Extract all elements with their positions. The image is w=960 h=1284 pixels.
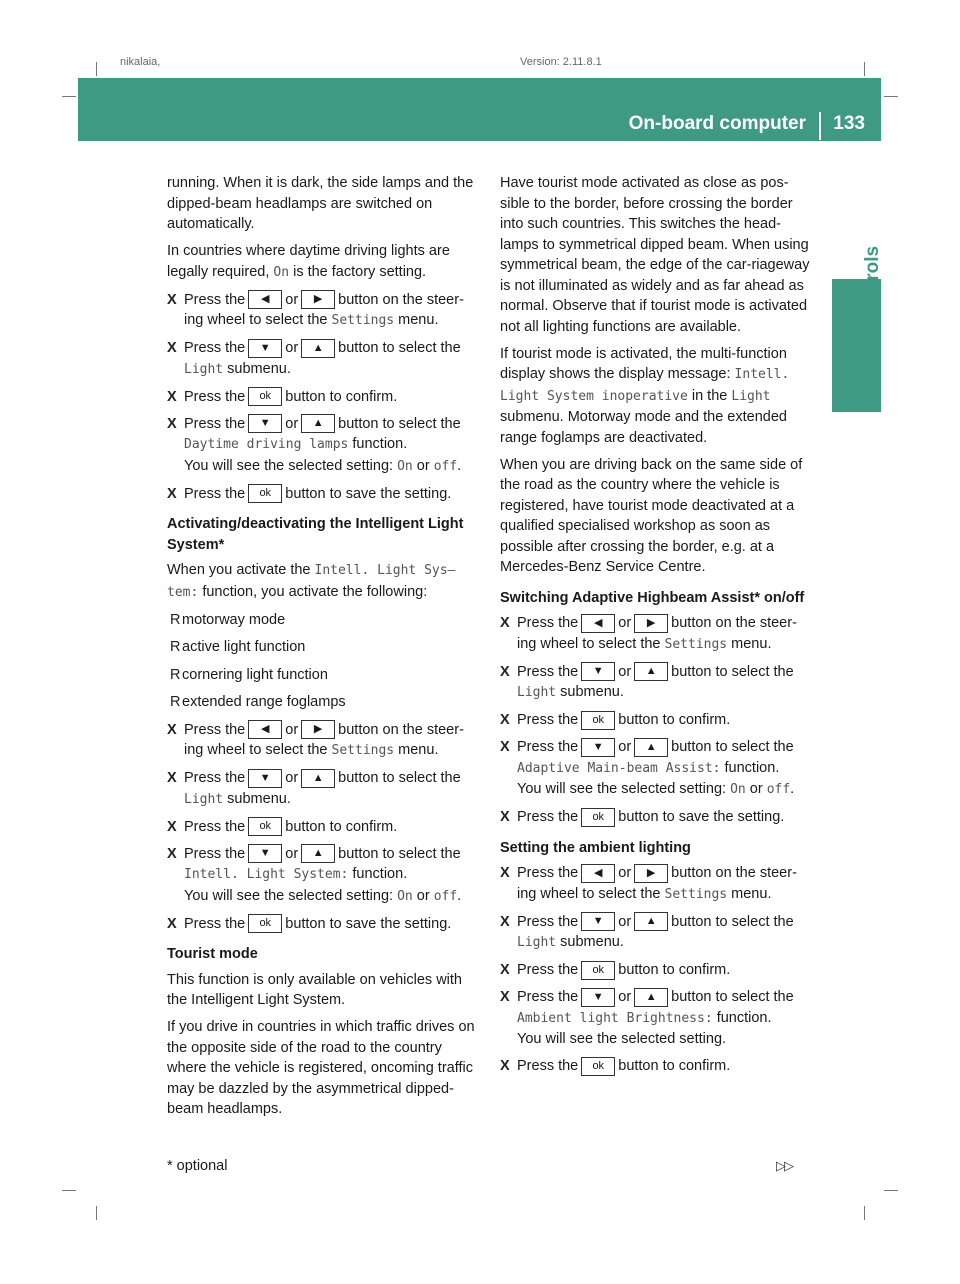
down-arrow-key-icon: ▼	[248, 844, 282, 863]
instruction-step: X Press the ◀ or ▶ button on the steer-ing wheel to select the Settings menu.	[167, 291, 464, 328]
down-arrow-key-icon: ▼	[581, 738, 615, 757]
ok-key-icon: ok	[581, 1057, 615, 1076]
section-heading: Activating/deactivating the Intelligent Light System*	[167, 516, 464, 553]
instruction-step: X Press the ok button to save the setting.	[167, 915, 452, 932]
section-title: On-board computer	[628, 113, 806, 134]
down-arrow-key-icon: ▼	[581, 988, 615, 1007]
crop-mark	[884, 96, 898, 97]
page-number: 133	[833, 113, 865, 134]
crop-mark	[62, 96, 76, 97]
paragraph: running. When it is dark, the side lamps and the dipped-beam headlamps are switched on automatically.	[167, 175, 474, 232]
crop-mark	[864, 1206, 865, 1220]
ok-key-icon: ok	[248, 484, 282, 503]
instruction-step: X Press the ▼ or ▲ button to select the Intell. Light System: function. You will see the selected setting: On or off.	[167, 845, 462, 904]
header-meta-left: nikalaia,	[120, 56, 161, 68]
up-arrow-key-icon: ▲	[301, 414, 335, 433]
crop-mark	[864, 62, 865, 76]
down-arrow-key-icon: ▼	[581, 662, 615, 681]
right-arrow-key-icon: ▶	[301, 290, 335, 309]
paragraph: This function is only available on vehicles with the Intelligent Light System.	[167, 971, 462, 1008]
instruction-step: X Press the ▼ or ▲ button to select the Light submenu.	[167, 770, 461, 807]
list-item: R motorway mode	[170, 611, 286, 628]
instruction-step: X Press the ok button to confirm.	[500, 962, 731, 978]
instruction-step: X Press the ▼ or ▲ button to select the Ambient light Brightness: function. You will see the selected setting.	[500, 989, 794, 1047]
footnote: * optional	[167, 1158, 228, 1174]
paragraph: When you are driving back on the same side of the road as the country where the vehicle is registered, have tourist mode deactivated at a qualified specialised workshop as soon as possible after crossing the border, e.g. at a Mercedes-Benz Service Centre.	[500, 456, 803, 575]
left-arrow-key-icon: ◀	[248, 290, 282, 309]
left-column	[167, 173, 482, 1126]
instruction-step: X Press the ▼ or ▲ button to select the Daytime driving lamps function. You will see the selected setting: On or off.	[167, 415, 462, 474]
left-arrow-key-icon: ◀	[248, 720, 282, 739]
side-label: Controls	[862, 245, 883, 324]
ok-key-icon: ok	[248, 914, 282, 933]
crop-mark	[62, 1190, 76, 1191]
instruction-step: X Press the ▼ or ▲ button to select the Light submenu.	[167, 340, 461, 377]
paragraph: When you activate the Intell. Light Sys– tem: function, you activate the following:	[167, 562, 456, 600]
list-item: R cornering light function	[170, 666, 328, 683]
instruction-step: X Press the ok button to save the setting.	[500, 809, 785, 825]
ok-key-icon: ok	[248, 817, 282, 836]
ok-key-icon: ok	[581, 711, 615, 730]
right-arrow-key-icon: ▶	[634, 864, 668, 883]
instruction-step: X Press the ok button to confirm.	[167, 388, 398, 405]
instruction-step: X Press the ◀ or ▶ button on the steer-ing wheel to select the Settings menu.	[500, 865, 797, 902]
ok-key-icon: ok	[581, 808, 615, 827]
crop-mark	[884, 1190, 898, 1191]
up-arrow-key-icon: ▲	[634, 912, 668, 931]
paragraph: Have tourist mode activated as close as pos-sible to the border, before crossing the border into such countries. This switches the head-lamps to symmetrical dipped beam. When using symmetrical beam, the edge of the car-riageway is not illuminated as widely and as far ahead as normal. Observe that if tourist mode is activated not all lighting functions are available.	[500, 175, 810, 335]
left-arrow-key-icon: ◀	[581, 614, 615, 633]
instruction-step: X Press the ok button to confirm.	[167, 818, 398, 835]
crop-mark	[96, 1206, 97, 1220]
down-arrow-key-icon: ▼	[248, 769, 282, 788]
up-arrow-key-icon: ▲	[301, 769, 335, 788]
up-arrow-key-icon: ▲	[634, 738, 668, 757]
instruction-step: X Press the ▼ or ▲ button to select the Adaptive Main-beam Assist: function. You will see the selected setting: On or off.	[500, 739, 795, 797]
right-arrow-key-icon: ▶	[634, 614, 668, 633]
up-arrow-key-icon: ▲	[634, 662, 668, 681]
ok-key-icon: ok	[248, 387, 282, 406]
down-arrow-key-icon: ▼	[581, 912, 615, 931]
continue-icon: ▷▷	[776, 1158, 792, 1173]
ok-key-icon: ok	[581, 961, 615, 980]
right-arrow-key-icon: ▶	[301, 720, 335, 739]
up-arrow-key-icon: ▲	[301, 844, 335, 863]
up-arrow-key-icon: ▲	[634, 988, 668, 1007]
header-divider	[819, 112, 821, 140]
list-item: R active light function	[170, 639, 306, 655]
instruction-step: X Press the ◀ or ▶ button on the steer-ing wheel to select the Settings menu.	[167, 721, 464, 758]
instruction-step: X Press the ◀ or ▶ button on the steer-ing wheel to select the Settings menu.	[500, 615, 797, 652]
instruction-step: X Press the ok button to confirm.	[500, 712, 731, 728]
left-arrow-key-icon: ◀	[581, 864, 615, 883]
crop-mark	[96, 62, 97, 76]
instruction-step: X Press the ▼ or ▲ button to select the Light submenu.	[500, 663, 794, 700]
paragraph: In countries where daytime driving lights are legally required, On is the factory setting.	[167, 243, 450, 280]
header-meta-right: Version: 2.11.8.1	[520, 56, 602, 68]
section-heading: Switching Adaptive Highbeam Assist* on/off	[500, 589, 805, 606]
instruction-step: X Press the ok button to save the setting.	[167, 485, 452, 502]
down-arrow-key-icon: ▼	[248, 339, 282, 358]
paragraph: If you drive in countries in which traffic drives on the opposite side of the road to the country where the vehicle is registered, oncoming traffic may be dazzled by the asymmetrical dipped-beam headlamps.	[167, 1019, 475, 1117]
up-arrow-key-icon: ▲	[301, 339, 335, 358]
instruction-step: X Press the ok button to confirm.	[500, 1058, 731, 1074]
section-heading: Tourist mode	[167, 946, 258, 962]
header-band	[78, 78, 881, 141]
right-column	[500, 173, 816, 1083]
list-item: R extended range foglamps	[170, 694, 346, 710]
paragraph: If tourist mode is activated, the multi-function display shows the display message: Intell. Light System inoperative in the Light submenu. Motorway mode and the extended range foglamps are deactivated.	[500, 345, 790, 446]
instruction-step: X Press the ▼ or ▲ button to select the Light submenu.	[500, 913, 794, 950]
down-arrow-key-icon: ▼	[248, 414, 282, 433]
section-heading: Setting the ambient lighting	[500, 839, 691, 856]
